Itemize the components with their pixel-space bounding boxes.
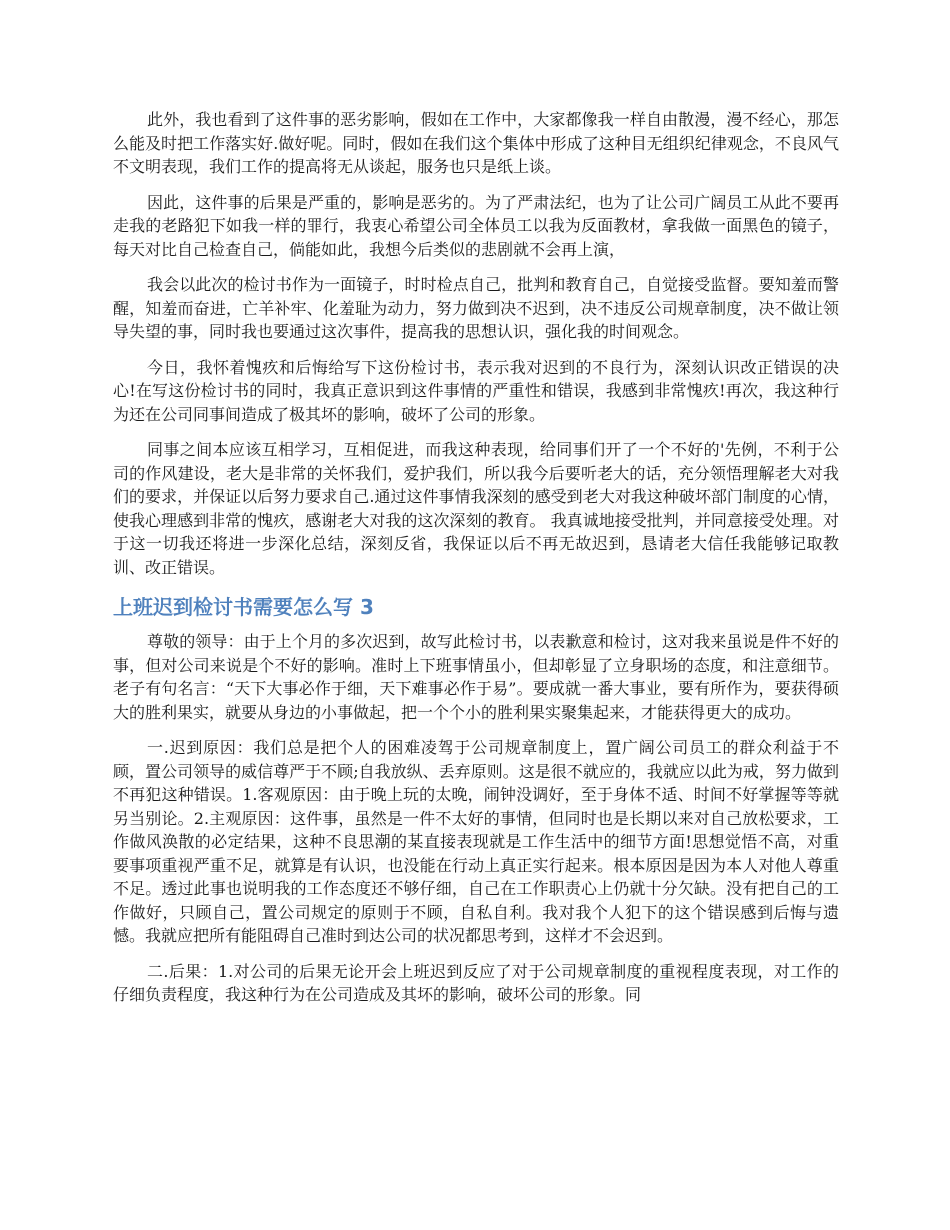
body-paragraph: 因此，这件事的后果是严重的，影响是恶劣的。为了严肃法纪，也为了让公司广阔员工从此不要再走我的老路犯下如我一样的罪行，我衷心希望公司全体员工以我为反面教材，拿我做一面黑色的镜子，每天对比自己检查自己，倘能如此，我想今后类似的悲剧就不会再上演，	[113, 192, 839, 259]
body-paragraph: 今日，我怀着愧疚和后悔给写下这份检讨书，表示我对迟到的不良行为，深刻认识改正错误的决心!在写这份检讨书的同时，我真正意识到这件事情的严重性和错误，我感到非常愧疚!再次，我这种行为还在公司同事间造成了极其坏的影响，破坏了公司的形象。	[113, 357, 839, 424]
body-paragraph: 此外，我也看到了这件事的恶劣影响，假如在工作中，大家都像我一样自由散漫，漫不经心，那怎么能及时把工作落实好.做好呢。同时，假如在我们这个集体中形成了这种目无组织纪律观念，不良风气 不文明表现，我们工作的提高将无从谈起，服务也只是纸上谈。	[113, 110, 839, 176]
body-paragraph: 二.后果：1.对公司的后果无论开会上班迟到反应了对于公司规章制度的重视程度表现，对工作的仔细负责程度，我这种行为在公司造成及其坏的影响，破坏公司的形象。同	[113, 961, 839, 1004]
body-paragraph: 一.迟到原因：我们总是把个人的困难凌驾于公司规章制度上，置广阔公司员工的群众利益于不顾，置公司领导的威信尊严于不顾;自我放纵、丢弃原则。这是很不就应的，我就应以此为戒，努力做到不再犯这种错误。1.客观原因：由于晚上玩的太晚，闹钟没调好，至于身体不适、时间不好掌握等等就另当别论。2.主观原因：这件事，虽然是一件不太好的事情，但同时也是长期以来对自己放松要求，工作做风涣散的必定结果，这种不良思潮的某直接表现就是工作生活中的细节方面!思想觉悟不高，对重要事项重视严重不足，就算是有认识，也没能在行动上真正实行起来。根本原因是因为本人对他人尊重不足。透过此事也说明我的工作态度还不够仔细，自己在工作职责心上仍就十分欠缺。没有把自己的工作做好，只顾自己，置公司规定的原则于不顾，自私自利。我对我个人犯下的这个错误感到后悔与遗憾。我就应把所有能阻碍自己准时到达公司的状况都思考到，这样才不会迟到。	[113, 738, 839, 945]
section-heading: 上班迟到检讨书需要怎么写 3	[113, 595, 374, 619]
document-page	[113, 108, 839, 1019]
body-paragraph: 同事之间本应该互相学习，互相促进，而我这种表现，给同事们开了一个不好的'先例，不利于公司的作风建设，老大是非常的关怀我们，爱护我们，所以我今后要听老大的话，充分领悟理解老大对我们的要求，并保证以后努力要求自己.通过这件事情我深刻的感受到老大对我这种破坏部门制度的心情，使我心理感到非常的愧疚，感谢老大对我的这次深刻的教育。 我真诚地接受批判，并同意接受处理。对于这一切我还将进一步深化总结，深刻反省，我保证以后不再无故迟到，恳请老大信任我能够记取教训、改正错误。	[113, 440, 839, 577]
body-paragraph: 我会以此次的检讨书作为一面镜子，时时检点自己，批判和教育自己，自觉接受监督。要知羞而警醒，知羞而奋进，亡羊补牢、化羞耻为动力，努力做到决不迟到，决不违反公司规章制度，决不做让领导失望的事，同时我也要通过这次事件，提高我的思想认识，强化我的时间观念。	[113, 275, 839, 341]
body-paragraph: 尊敬的领导：由于上个月的多次迟到，故写此检讨书，以表歉意和检讨，这对我来虽说是件不好的事，但对公司来说是个不好的影响。准时上下班事情虽小，但却彰显了立身职场的态度，和注意细节。老子有句名言：“天下大事必作于细，天下难事必作于易”。要成就一番大事业，要有所作为，要获得硕大的胜利果实，就要从身边的小事做起，把一个个小的胜利果实聚集起来，才能获得更大的成功。	[113, 632, 839, 722]
